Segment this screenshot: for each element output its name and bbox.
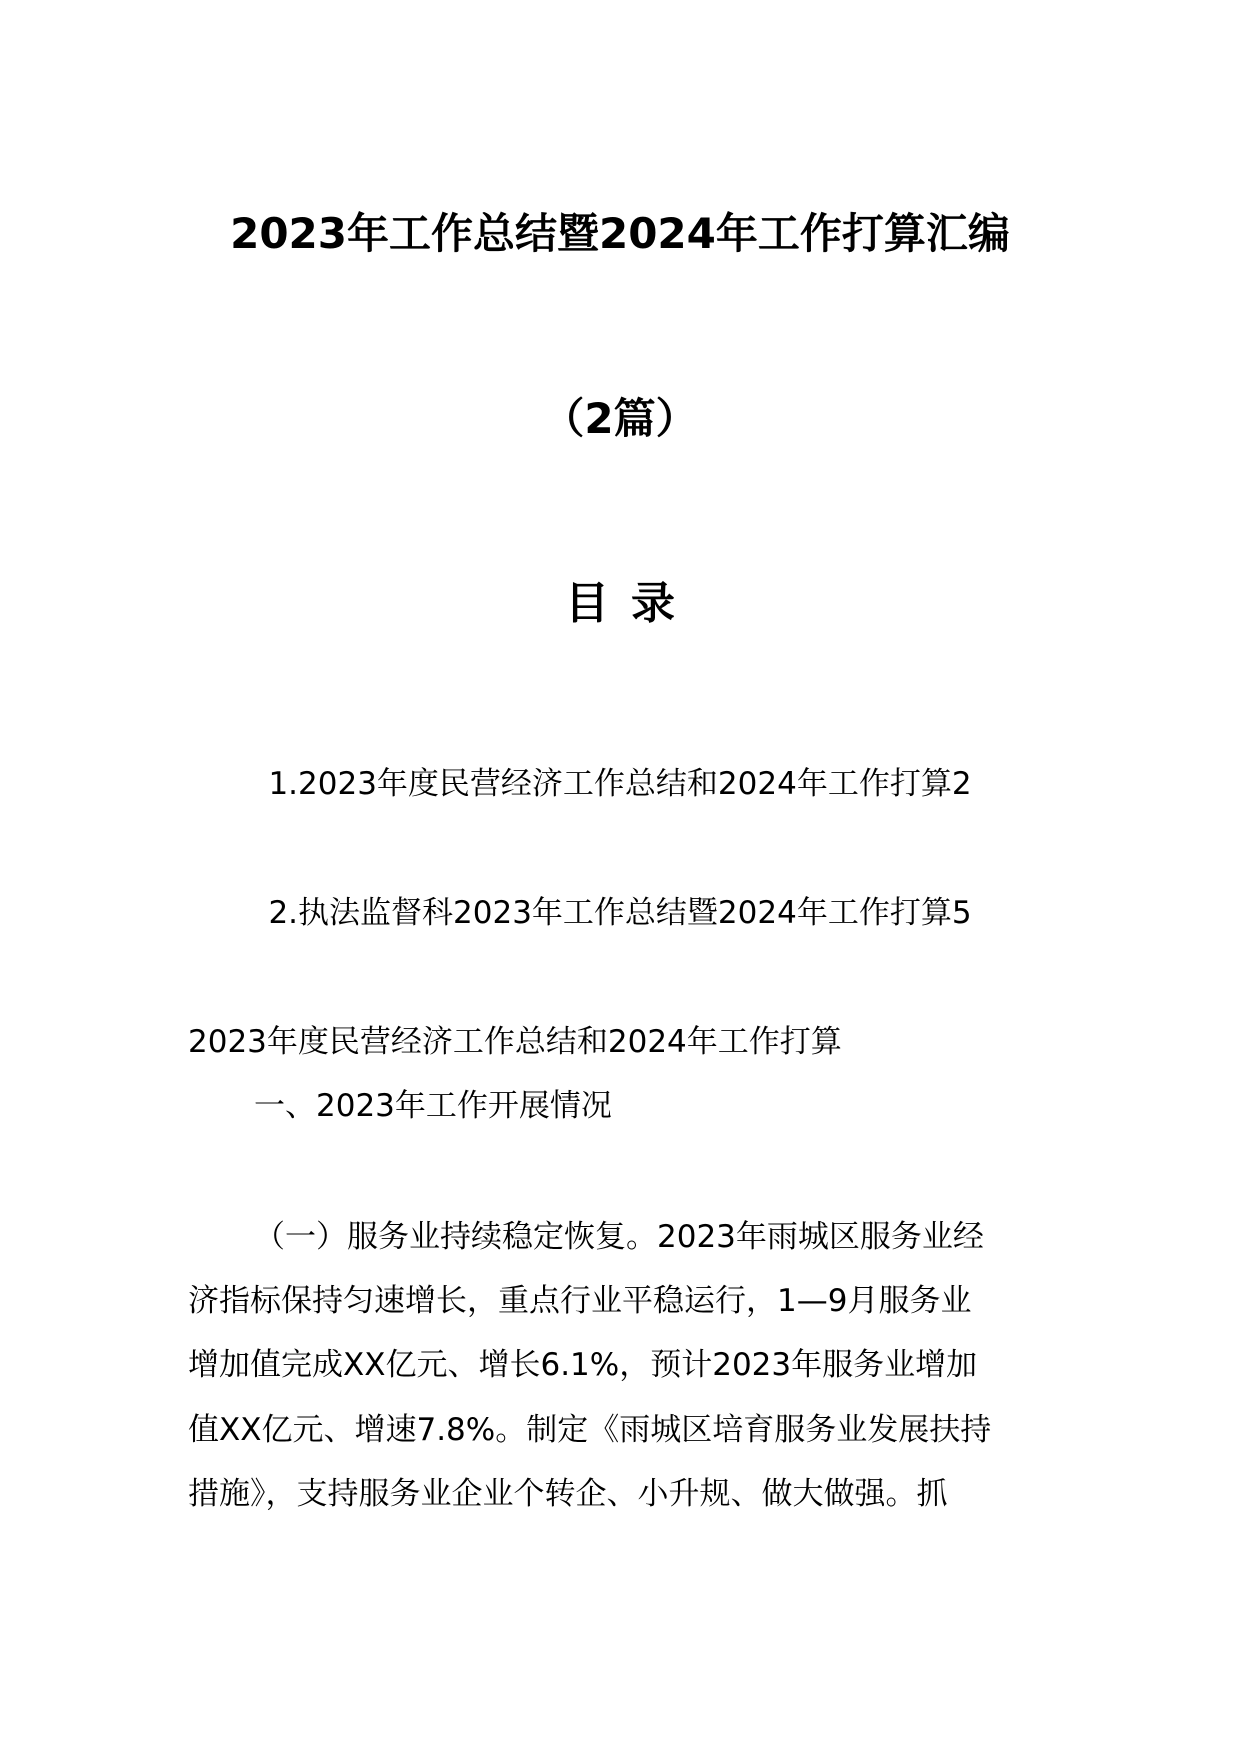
paragraph-line: 值XX亿元、增速7.8%。制定《雨城区培育服务业发展扶持 [188,1412,992,1448]
paragraph-line: 措施》，支持服务业企业个转企、小升规、做大做强。抓 [188,1476,948,1512]
document-title: 2023年工作总结暨2024年工作打算汇编 [230,209,1010,258]
section-heading: 一、2023年工作开展情况 [254,1088,612,1124]
toc-entry-2[interactable]: 2.执法监督科2023年工作总结暨2024年工作打算5 [268,895,972,931]
document-subtitle: （2篇） [542,394,698,443]
paragraph-line: 济指标保持匀速增长，重点行业平稳运行，1—9月服务业 [188,1283,972,1319]
toc-entry-1[interactable]: 1.2023年度民营经济工作总结和2024年工作打算2 [268,766,972,802]
paragraph-line: 增加值完成XX亿元、增长6.1%，预计2023年服务业增加 [188,1347,978,1383]
toc-heading: 目录 [565,578,697,629]
article-heading: 2023年度民营经济工作总结和2024年工作打算 [188,1024,842,1060]
paragraph-line: （一）服务业持续稳定恢复。2023年雨城区服务业经 [254,1219,984,1255]
